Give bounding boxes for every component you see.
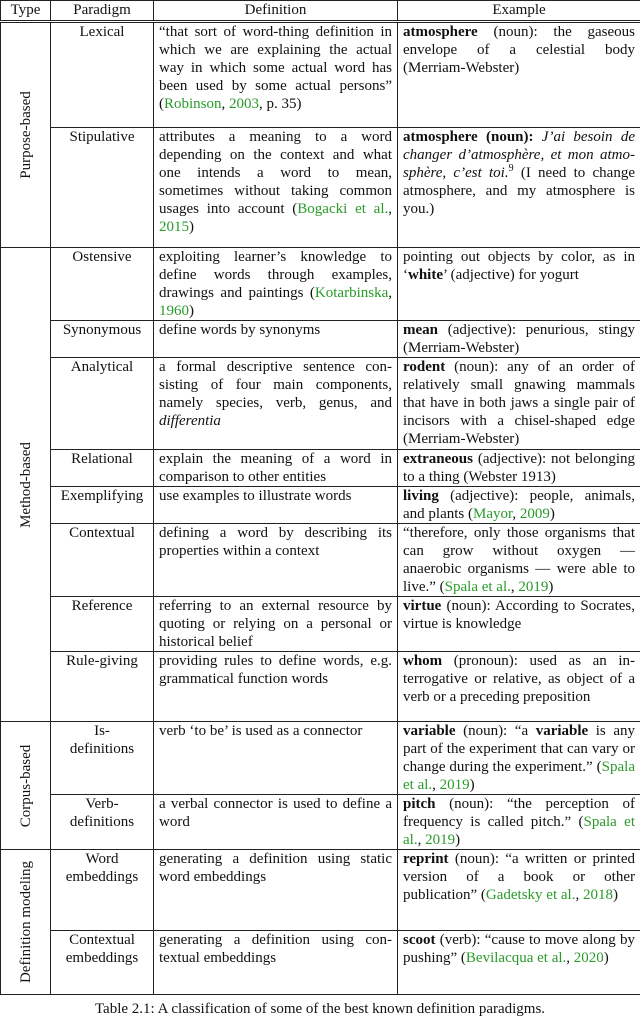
table-row (1, 321, 640, 358)
paradigm-cell: Contextual (51, 524, 154, 597)
text-segment: ’ (adjective) for yogurt (443, 267, 579, 283)
example-cell (398, 358, 640, 450)
definition-cell (154, 450, 398, 487)
text-segment: is any part of the experiment that can vary or change during the experiment.” ( (403, 723, 635, 775)
example-cell (398, 597, 640, 652)
text-segment: (adjective): not belonging to a thing (Webster 1913) (403, 451, 635, 485)
citation-link[interactable]: 2019 (440, 777, 470, 793)
definition-cell (154, 652, 398, 722)
definition-cell (154, 597, 398, 652)
text-segment: referring to an external resource by quoting or relying on a personal or historical belief (159, 598, 392, 650)
headword: extraneous (403, 451, 473, 467)
text-segment: providing rules to define words, e.g. grammatical function words (159, 653, 392, 687)
citation-link[interactable]: 2019 (425, 832, 455, 848)
headword: living (403, 488, 439, 504)
citation-link[interactable]: 2020 (574, 950, 604, 966)
headword: virtue (403, 598, 441, 614)
text-segment: explain the meaning of a word in comparison to other entities (159, 451, 392, 485)
headword: atmosphere (403, 24, 478, 40)
paradigm-cell: Ostensive (51, 248, 154, 321)
citation-link[interactable]: Robinson (164, 96, 222, 112)
text-segment: ) (189, 303, 194, 319)
example-cell (398, 795, 640, 850)
text-segment: J’ai besoin de changer d’atmosphère, et mon atmosphère, c’est toi. (403, 129, 635, 181)
text-segment: (adjective): penurious, stingy (Merriam-Webster) (403, 322, 635, 356)
text-segment: (noun): “a written or printed version of a book or other publication” ( (403, 851, 635, 903)
paradigm-cell: Reference (51, 597, 154, 652)
table-row (1, 358, 640, 450)
text-segment: , (511, 579, 519, 595)
example-cell (398, 321, 640, 358)
table-row (1, 931, 640, 995)
text-segment: defining a word by describing its properties within a context (159, 525, 392, 559)
definition-cell (154, 321, 398, 358)
text-segment: , (388, 285, 392, 301)
headword: scoot (403, 932, 436, 948)
definition-cell (154, 524, 398, 597)
table-row (1, 487, 640, 524)
citation-link[interactable]: 2009 (520, 506, 550, 522)
citation-link[interactable]: 2003 (229, 96, 259, 112)
table-row (1, 722, 640, 795)
example-cell (398, 931, 640, 995)
example-cell (398, 22, 640, 128)
headword: rodent (403, 359, 445, 375)
definition-cell (154, 358, 398, 450)
example-cell (398, 850, 640, 931)
text-segment: ) (189, 219, 194, 235)
table-row (1, 450, 640, 487)
paradigm-cell: Relational (51, 450, 154, 487)
text-segment: use examples to illustrate words (159, 488, 351, 504)
citation-link[interactable]: 1960 (159, 303, 189, 319)
example-cell (398, 722, 640, 795)
headword: variable (403, 723, 456, 739)
citation-link[interactable]: Spala et al. (403, 759, 635, 793)
citation-link[interactable]: 2019 (518, 579, 548, 595)
text-segment: a verbal connector is used to define a word (159, 796, 392, 830)
headword: atmosphere (noun): (403, 129, 542, 145)
header-definition: Definition (154, 1, 398, 22)
headword: whom (403, 653, 442, 669)
table-row (1, 128, 640, 248)
text-segment: (noun): the gaseous envelope of a celestial body (Merriam-Webster) (403, 24, 635, 76)
definition-cell (154, 487, 398, 524)
text-segment: verb ‘to be’ is used as a connector (159, 723, 362, 739)
example-cell (398, 128, 640, 248)
text-segment: , (432, 777, 440, 793)
definition-cell (154, 795, 398, 850)
definition-cell (154, 128, 398, 248)
type-label: Corpus-based (17, 744, 35, 827)
definition-cell (154, 22, 398, 128)
table-row (1, 524, 640, 597)
text-segment: “that sort of word-thing definition in which we are explaining the actual way in which some actual word has been used by some actual persons” ( (159, 24, 392, 112)
text-segment: generating a definition using static word embeddings (159, 851, 392, 885)
text-segment: differentia (159, 413, 221, 429)
text-segment: exploiting learner’s knowledge to define words through examples, drawings and paintings ( (159, 249, 392, 301)
paradigm-cell: Contextual embeddings (51, 931, 154, 995)
text-segment: , (512, 506, 520, 522)
example-cell (398, 450, 640, 487)
table-row (1, 22, 640, 128)
type-label: Purpose-based (17, 91, 35, 178)
example-cell (398, 487, 640, 524)
citation-link[interactable]: 2015 (159, 219, 189, 235)
type-label: Method-based (17, 442, 35, 528)
type-label: Definition modeling (17, 861, 35, 983)
text-segment: ) (548, 579, 553, 595)
citation-link[interactable]: Spala et al. (445, 579, 511, 595)
citation-link[interactable]: Spala et al. (403, 814, 635, 848)
headword: pitch (403, 796, 436, 812)
definition-cell (154, 248, 398, 321)
paradigm-cell: Lexical (51, 22, 154, 128)
table-row (1, 248, 640, 321)
definition-cell (154, 850, 398, 931)
citation-link[interactable]: Bevilacqua et al. (466, 950, 566, 966)
header-type: Type (1, 1, 51, 22)
text-segment: generating a definition using contextual embeddings (159, 932, 392, 966)
text-segment: ) (455, 832, 460, 848)
text-segment: (adjective): people, animals, and plants ( (403, 488, 635, 522)
text-segment: ) (604, 950, 609, 966)
example-cell (398, 524, 640, 597)
text-segment: , p. 35) (259, 96, 302, 112)
text-segment: (noun): “the perception of frequency is called pitch.” ( (403, 796, 635, 830)
citation-link[interactable]: Bogacki et al. (297, 201, 388, 217)
table-caption: Table 2.1: A classification of some of the best known definition paradigms. (0, 1001, 640, 1018)
paradigm-cell: Rule-giving (51, 652, 154, 722)
text-segment: , (418, 832, 426, 848)
paradigm-cell: Stipulative (51, 128, 154, 248)
footnote-marker[interactable]: 9 (509, 163, 514, 174)
text-segment: , (388, 201, 392, 217)
text-segment: (noun): any of an order of relatively small gnawing mammals that have in both jaws a single pair of incisors with a chisel-shaped edge (Merriam-Webster) (403, 359, 635, 447)
text-segment: (pronoun): used as an interrogative or relative, as object of a verb or a preceding preposition (403, 653, 635, 705)
header-example: Example (398, 1, 640, 22)
text-segment: ) (470, 777, 475, 793)
table-row (1, 850, 640, 931)
table-row (1, 652, 640, 722)
paradigm-cell: Is- definitions (51, 722, 154, 795)
text-segment: (noun): “a (456, 723, 536, 739)
text-segment: a formal descriptive sentence consisting of four main components, namely species, verb, genus, and (159, 359, 392, 411)
headword: variable (536, 723, 589, 739)
text-segment: define words by synonyms (159, 322, 320, 338)
type-group-cell (1, 248, 51, 722)
example-cell (398, 652, 640, 722)
text-segment: , (566, 950, 574, 966)
citation-link[interactable]: Gadetsky et al. (486, 887, 576, 903)
citation-link[interactable]: Kotarbinska (315, 285, 388, 301)
paradigm-cell: Exemplifying (51, 487, 154, 524)
definition-cell (154, 722, 398, 795)
paradigm-cell: Synonymous (51, 321, 154, 358)
header-paradigm: Paradigm (51, 1, 154, 22)
definition-cell (154, 931, 398, 995)
paradigm-cell: Word embeddings (51, 850, 154, 931)
example-cell (398, 248, 640, 321)
text-segment: attributes a meaning to a word depending on the context and what one intends a word to mean, sometimes without taking common usages into account ( (159, 129, 392, 217)
type-group-cell (1, 850, 51, 995)
header-row (1, 1, 640, 22)
table-row (1, 597, 640, 652)
text-segment: (noun): According to Socrates, virtue is knowledge (403, 598, 635, 632)
citation-link[interactable]: Mayor (473, 506, 512, 522)
paradigm-cell: Analytical (51, 358, 154, 450)
headword: mean (403, 322, 438, 338)
text-segment: (verb): “cause to move along by pushing” ( (403, 932, 635, 966)
text-segment: , (575, 887, 583, 903)
text-segment: “therefore, only those organisms that can grow without oxygen — anaerobic organisms — were able to live.” ( (403, 525, 635, 595)
citation-link[interactable]: 2018 (583, 887, 613, 903)
text-segment: (I need to change atmosphere, and my atmosphere is you.) (403, 165, 635, 217)
type-group-cell (1, 722, 51, 850)
headword: reprint (403, 851, 449, 867)
text-segment: , (222, 96, 230, 112)
text-segment: ) (550, 506, 555, 522)
headword: white (408, 267, 443, 283)
paradigm-cell: Verb- definitions (51, 795, 154, 850)
text-segment: pointing out objects by color, as in ‘ (403, 249, 635, 283)
text-segment: ) (613, 887, 618, 903)
table-row (1, 795, 640, 850)
type-group-cell (1, 22, 51, 248)
